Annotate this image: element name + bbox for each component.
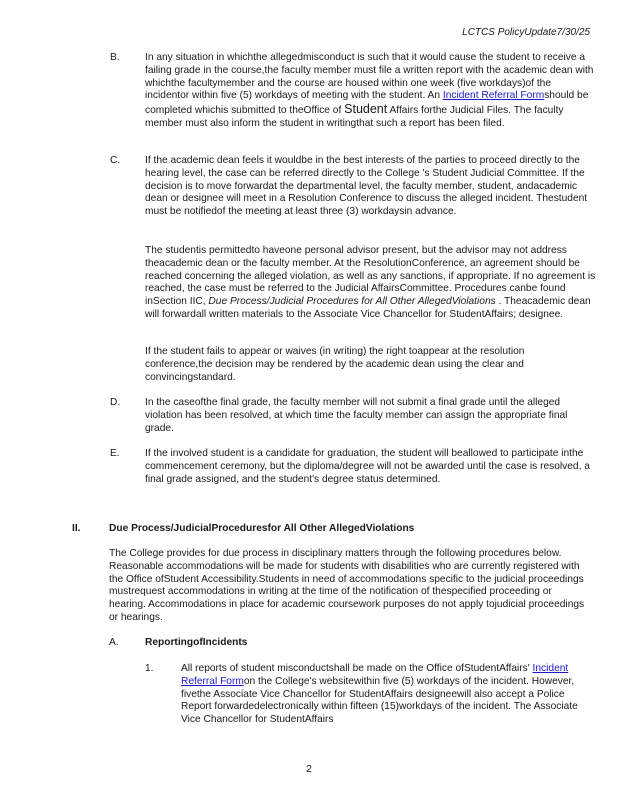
section-ii-label: II.: [72, 523, 81, 534]
item-b-label: B.: [110, 52, 120, 63]
item-c-label: C.: [110, 155, 121, 166]
item-c-paragraph-1: If the academic dean feels it wouldbe in the best interests of the parties to proceed directly to the hearing level, the case can be referred directly to the College 's Student Judicial Committee. If the decision is to move forwardat the departmental level, the faculty member, student, andacademic dean or designee will meet in a Resolution Conference to discuss the alleged incident. Thestudent must be notifiedof the meeting at least three (3) workdaysin advance.: [145, 155, 588, 218]
subsection-a-title: ReportingofIncidents: [145, 637, 248, 648]
list-item-1-text: All reports of student misconductshall be made on the Office ofStudentAffairs' Incident Referral Formon the College's websitewithin five (5) workdays of the incident. However, fivethe Associate Vice Chancellor for StudentAffairs designeewill also accept a Police Report forwardedelectronically within fifteen (15)workdays of the incident. The Associate Vice Chancellor for StudentAffairs: [181, 663, 578, 726]
incident-referral-form-link[interactable]: Incident Referral Form: [442, 90, 545, 102]
item-e-text: If the involved student is a candidate for graduation, the student will beallowed to participate inthe commencement ceremony, but the diploma/degree will not be awarded until the case is resolved, a final grade assigned, and the student's degree status determined.: [145, 448, 590, 485]
section-ii-title: Due Process/JudicialProceduresfor All Other AllegedViolations: [109, 523, 415, 534]
item-d-label: D.: [110, 397, 121, 408]
document-page: LCTCS PolicyUpdate7/30/25 B. In any situation in whichthe allegedmisconduct is such that it would cause the student to receive a failing grade in the course,the faculty member must file a written report with the academic dean with whichthe facultymember and the course are housed within one week (five workdays)of the incidentor within five (5) workdays of meeting with the student. An Incident Referral Formshould be completed whichis submitted to theOffice of Student Affairs forthe Judicial Files. The faculty member must also inform the student in writingthat such a report has been filed. C. If the academic dean feels it wouldbe in the best interests of the parties to proceed directly to the hearing level, the case can be referred directly to the College 's Student Judicial Committee. If the decision is to move forwardat the departmental level, the faculty member, student, andacademic dean or designee will meet in a Resolution Conference to discuss the alleged incident. Thestudent must be notifiedof the meeting at least three (3) workdaysin advance. The studentis permittedto haveone personal advisor present, but the advisor may not address theacademic dean or the faculty member. At the ResolutionConference, an agreement should be reached concerning the alleged violation, as well as any sanctions, if appropriate. If no agreement is reached, the case must be referred to the Judicial AffairsCommittee. Procedures canbe found inSection IIC, Due Process/Judicial Procedures for All Other AllegedViolations . Theacademic dean will forwardall written materials to the Associate Vice Chancellor for StudentAffairs; designee. If the student fails to appear or waives (in writing) the right toappear at the resolution conference,the decision may be rendered by the academic dean using the clear and convincingstandard. D. In the caseofthe final grade, the faculty member will not submit a final grade until the alleged violation has been resolved, at which time the faculty member can assign the appropriate final grade. E. If the involved student is a candidate for graduation, the student will beallowed to participate inthe commencement ceremony, but the diploma/degree will not be awarded until the case is resolved, a final grade assigned, and the student's degree status determined. II. Due Process/JudicialProceduresfor All Other AllegedViolations The College provides for due process in disciplinary matters through the following procedures below. Reasonable accommodations will be made for students with disabilities who are currently registered with the Office ofStudent Accessibility.Students in need of accommodations specific to the judicial proceedings mustrequest accommodations in writing at the time of the notification of thespecified proceeding or hearing. Accommodations in place for academic coursework purposes do not apply tojudicial proceedings or hearings. A. ReportingofIncidents 1. All reports of student misconductshall be made on the Office ofStudentAffairs' Incident Referral Formon the College's websitewithin five (5) workdays of the incident. However, fivethe Associate Vice Chancellor for StudentAffairs designeewill also accept a Police Report forwardedelectronically within fifteen (15)workdays of the incident. The Associate Vice Chancellor for StudentAffairs 2: [0, 0, 618, 800]
item-b-text: In any situation in whichthe allegedmisconduct is such that it would cause the student to receive a failing grade in the course,the faculty member must file a written report with the academic dean with whichthe facultymember and the course are housed within one week (five workdays)of the incidentor within five (5) workdays of meeting with the student. An Incident Referral Formshould be completed whichis submitted to theOffice of Student Affairs forthe Judicial Files. The faculty member must also inform the student in writingthat such a report has been filed.: [145, 52, 594, 129]
subsection-a-label: A.: [109, 637, 119, 648]
section-reference: Due Process/Judicial Procedures for All Other AllegedViolations: [208, 296, 496, 308]
item-d-text: In the caseofthe final grade, the faculty member will not submit a final grade until the alleged violation has been resolved, at which time the faculty member can assign the appropriate final grade.: [145, 397, 568, 434]
list-item-1-label: 1.: [145, 663, 154, 674]
item-e-label: E.: [110, 448, 120, 459]
page-number: 2: [306, 763, 312, 775]
running-header: LCTCS PolicyUpdate7/30/25: [462, 27, 590, 38]
incident-referral-form-link-2[interactable]: Incident Referral Form: [181, 663, 569, 687]
